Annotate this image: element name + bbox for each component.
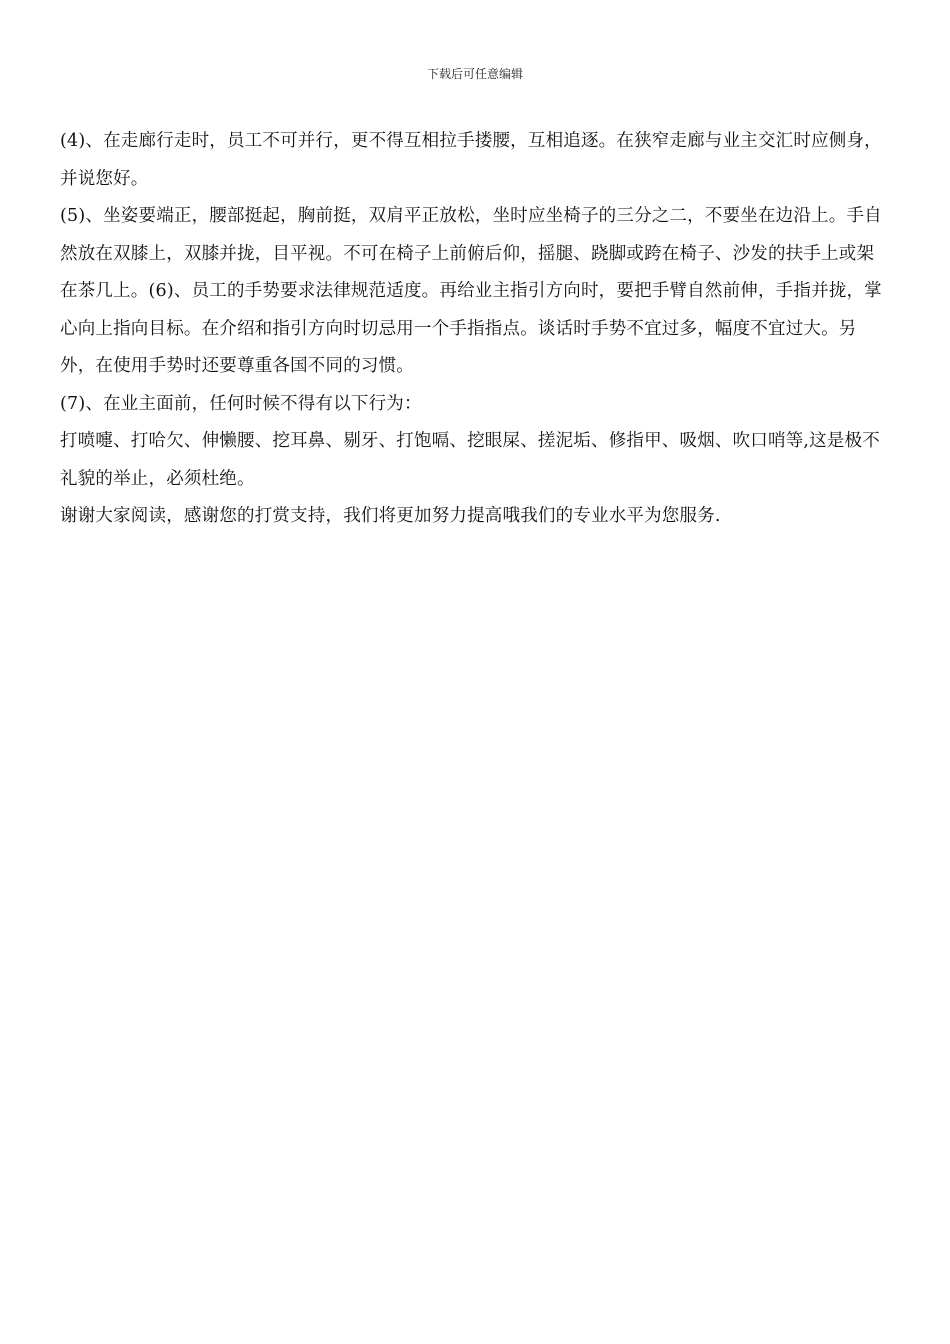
paragraph-sitting-gestures: (5)、坐姿要端正，腰部挺起，胸前挺，双肩平正放松，坐时应坐椅子的三分之二，不要坐在边沿上。手自然放在双膝上，双膝并拢，目平视。不可在椅子上前俯后仰，摇腿、跷脚或跨在椅子、沙发的扶手上或架在茶几上。(6)、员工的手势要求法律规范适度。再给业主指引方向时，要把手臂自然前伸，手指并拢，掌心向上指向目标。在介绍和指引方向时切忌用一个手指指点。谈话时手势不宜过多，幅度不宜过大。另外，在使用手势时还要尊重各国不同的习惯。 (60, 206, 882, 376)
paragraph-thanks: 谢谢大家阅读，感谢您的打赏支持，我们将更加努力提高哦我们的专业水平为您服务. (60, 506, 721, 526)
document-body (60, 123, 890, 536)
paragraph-forbidden-intro: (7)、在业主面前，任何时候不得有以下行为： (60, 393, 422, 414)
paragraph-walking: (4)、在走廊行走时，员工不可并行，更不得互相拉手搂腰，互相追逐。在狭窄走廊与业主交汇时应侧身，并说您好。 (60, 131, 882, 189)
page-header: 下载后可任意编辑 (426, 67, 523, 81)
paragraph-forbidden-list: 打喷嚏、打哈欠、伸懒腰、挖耳鼻、剔牙、打饱嗝、挖眼屎、搓泥垢、修指甲、吸烟、吹口哨等,这是极不礼貌的举止，必须杜绝。 (60, 431, 880, 489)
